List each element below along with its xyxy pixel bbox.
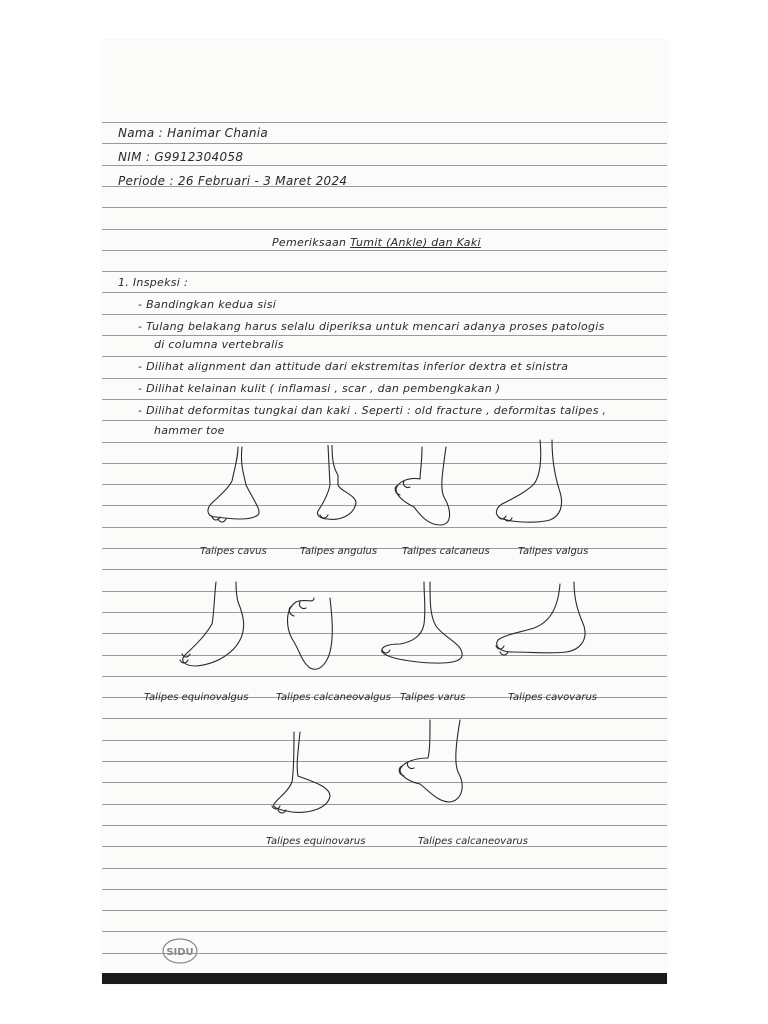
ruled-line — [102, 207, 667, 208]
bullet-item: - Dilihat alignment dan attitude dari ekstremitas inferior dextra et sinistra — [138, 360, 569, 373]
caption-talipes-calcaneovarus: Talipes calcaneovarus — [418, 836, 528, 847]
caption-talipes-varus: Talipes varus — [400, 692, 466, 703]
ruled-line — [102, 804, 667, 805]
ruled-line — [102, 335, 667, 336]
bullet-continuation: di columna vertebralis — [154, 338, 284, 351]
ruled-line — [102, 740, 667, 741]
ruled-line — [102, 782, 667, 783]
ruled-line — [102, 910, 667, 911]
foot-drawing-cavovarus — [490, 580, 590, 660]
ruled-line — [102, 868, 667, 869]
ruled-line — [102, 314, 667, 315]
foot-drawing-calcaneus — [392, 445, 462, 530]
ruled-line — [102, 250, 667, 251]
caption-talipes-equinovalgus: Talipes equinovalgus — [144, 692, 249, 703]
period-line: Periode : 26 Februari - 3 Maret 2024 — [118, 174, 348, 188]
section-heading: 1. Inspeksi : — [118, 276, 188, 289]
title-main: Tumit (Ankle) dan Kaki — [350, 236, 481, 249]
sidu-logo — [162, 938, 198, 964]
ruled-line — [102, 165, 667, 166]
caption-talipes-valgus: Talipes valgus — [518, 546, 589, 557]
caption-talipes-equinovarus: Talipes equinovarus — [266, 836, 366, 847]
bullet-continuation: hammer toe — [154, 424, 225, 437]
ruled-line — [102, 484, 667, 485]
foot-drawing-equinovalgus — [174, 580, 254, 668]
ruled-line — [102, 931, 667, 932]
caption-talipes-cavovarus: Talipes cavovarus — [508, 692, 597, 703]
ruled-line — [102, 122, 667, 123]
ruled-line — [102, 676, 667, 677]
title-prefix: Pemeriksaan — [272, 236, 347, 249]
ruled-line — [102, 399, 667, 400]
ruled-line — [102, 718, 667, 719]
foot-drawing-calcaneovalgus — [280, 596, 350, 676]
ruled-line — [102, 463, 667, 464]
ruled-line — [102, 356, 667, 357]
foot-drawing-varus — [378, 580, 468, 666]
ruled-line — [102, 143, 667, 144]
bullet-item: - Dilihat deformitas tungkai dan kaki . Seperti : old fracture , deformitas talipes , — [138, 404, 607, 417]
ruled-line — [102, 889, 667, 890]
foot-drawing-angulus — [310, 445, 375, 525]
ruled-line — [102, 527, 667, 528]
ruled-line — [102, 292, 667, 293]
caption-talipes-cavus: Talipes cavus — [200, 546, 267, 557]
foot-drawing-cavus — [202, 445, 272, 525]
caption-talipes-calcaneovalgus: Talipes calcaneovalgus — [276, 692, 391, 703]
ruled-line — [102, 569, 667, 570]
bullet-item: - Tulang belakang harus selalu diperiksa untuk mencari adanya proses patologis — [138, 320, 605, 333]
foot-drawing-valgus — [490, 438, 570, 528]
ruled-line — [102, 442, 667, 443]
foot-drawing-calcaneovarus — [392, 718, 472, 808]
ruled-line — [102, 505, 667, 506]
notebook-page — [102, 40, 667, 984]
foot-drawing-equinovarus — [264, 730, 339, 818]
ruled-line — [102, 825, 667, 826]
logo-text: SIDU — [166, 947, 194, 958]
page-title — [272, 236, 481, 249]
ruled-line — [102, 378, 667, 379]
ruled-line — [102, 271, 667, 272]
ruled-line — [102, 761, 667, 762]
ruled-line — [102, 420, 667, 421]
caption-talipes-calcaneus: Talipes calcaneus — [402, 546, 490, 557]
bullet-item: - Dilihat kelainan kulit ( inflamasi , scar , dan pembengkakan ) — [138, 382, 501, 395]
ruled-line — [102, 846, 667, 847]
student-name: Nama : Hanimar Chania — [118, 126, 269, 140]
ruled-line — [102, 229, 667, 230]
bullet-item: - Bandingkan kedua sisi — [138, 298, 277, 311]
page-bottom-edge — [102, 973, 667, 984]
caption-talipes-angulus: Talipes angulus — [300, 546, 378, 557]
student-nim: NIM : G9912304058 — [118, 150, 244, 164]
